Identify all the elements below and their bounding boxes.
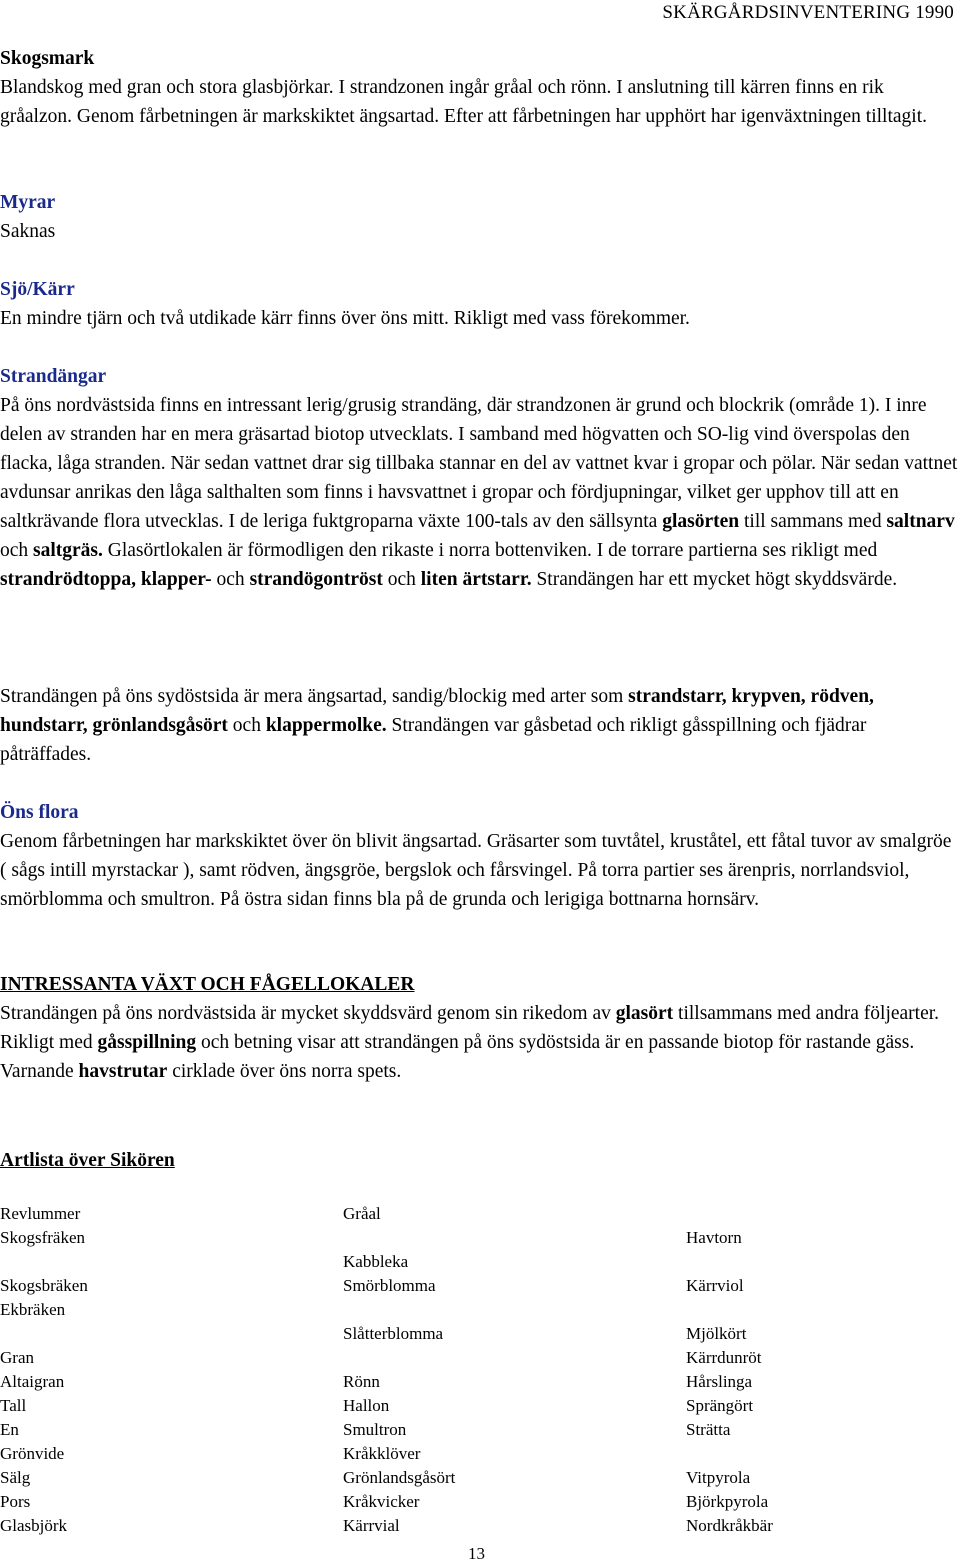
species-item bbox=[0, 1250, 300, 1274]
bold-term: gåsspillning bbox=[97, 1032, 197, 1053]
heading-skogsmark: Skogsmark bbox=[0, 48, 95, 69]
heading-intressanta: INTRESSANTA VÄXT OCH FÅGELLOKALER bbox=[0, 974, 415, 995]
heading-myrar: Myrar bbox=[0, 192, 56, 213]
species-item bbox=[686, 1442, 956, 1466]
text-run: På öns nordvästsida finns en intressant lerig/grusig strandäng, där strandzonen är grund och blockrik (område 1). I inre delen av stranden har en mera gräsartad biotop utvecklats. I samband med högvatten och SO-lig vind överspolas den flacka, låga stranden. När sedan vattnet drar sig tillbaka stannar en del av vattnet kvar i gropar och pölar. När sedan vattnet avdunsar anrikas den låga salthalten som finns i havsvattnet i gropar och fördjupningar, vilket ger upphov till att en saltkrävande flora utvecklas. I de leriga fuktgroparna växte 100-tals av den sällsynta bbox=[0, 395, 958, 532]
species-item: Kråkvicker bbox=[343, 1492, 420, 1511]
section-skogsmark bbox=[0, 44, 958, 131]
species-item: Strätta bbox=[686, 1420, 731, 1439]
text-run: Strandängen var gåsbetad och rikligt gåsspillning och fjädrar påträffades. bbox=[0, 715, 867, 765]
bold-term: saltgräs. bbox=[33, 540, 103, 561]
species-item: Gran bbox=[0, 1348, 34, 1367]
text-skogsmark: Blandskog med gran och stora glasbjörkar. I strandzonen ingår gråal och rönn. I anslutning till kärren finns en rik gråalzon. Genom fårbetningen är markskiktet ängsartad. Efter att fårbetningen har upphört har igenväxtningen tilltagit. bbox=[0, 77, 928, 127]
text-strandangar-p1 bbox=[0, 391, 958, 594]
species-item: Mjölkört bbox=[686, 1324, 747, 1343]
text-run: och bbox=[382, 569, 421, 590]
species-column-1 bbox=[0, 1202, 300, 1538]
species-item: Revlummer bbox=[0, 1204, 81, 1223]
section-ons-flora bbox=[0, 798, 958, 914]
species-item bbox=[343, 1346, 643, 1370]
species-item: Grönvide bbox=[0, 1444, 65, 1463]
species-item bbox=[686, 1202, 956, 1226]
bold-term: klappermolke. bbox=[265, 715, 387, 736]
heading-sjo-karr: Sjö/Kärr bbox=[0, 279, 75, 300]
text-strandangar-p2 bbox=[0, 682, 958, 769]
bold-term: strandögontröst bbox=[249, 569, 383, 590]
species-item: Sprängört bbox=[686, 1396, 754, 1415]
bold-term: strandrödtoppa, klapper- bbox=[0, 569, 212, 590]
text-run: och bbox=[211, 569, 250, 590]
species-item: Pors bbox=[0, 1492, 31, 1511]
text-run: och betning visar att strandängen på öns sydöstsida är en passande biotop för rastande gäss. Varnande bbox=[0, 1032, 915, 1082]
text-run: cirklade över öns norra spets. bbox=[167, 1061, 402, 1082]
text-run: Rikligt med bbox=[0, 1032, 98, 1053]
heading-ons-flora: Öns flora bbox=[0, 802, 79, 823]
text-ons-flora: Genom fårbetningen har markskiktet över ön blivit ängsartad. Gräsarter som tuvtåtel, kruståtel, ett fåtal tuvor av smalgröe ( sågs intill myrstackar ), samt rödven, ängsgröe, bergslok och fårsvingel. På torra partier ses ärenpris, norrlandsviol, smörblomma och smultron. På östra sidan finns bla på de grunda och lerigiga bottnarna hornsärv. bbox=[0, 831, 952, 910]
bold-term: havstrutar bbox=[78, 1061, 168, 1082]
species-item bbox=[343, 1298, 643, 1322]
species-column-2 bbox=[343, 1202, 643, 1538]
species-item: Altaigran bbox=[0, 1372, 65, 1391]
species-item bbox=[0, 1322, 300, 1346]
species-item: Nordkråkbär bbox=[686, 1516, 773, 1535]
species-item: Glasbjörk bbox=[0, 1516, 68, 1535]
text-run: Strandängen har ett mycket högt skyddsvärde. bbox=[531, 569, 898, 590]
species-item: Havtorn bbox=[686, 1228, 742, 1247]
species-item bbox=[686, 1298, 956, 1322]
species-item: Kärrdunröt bbox=[686, 1348, 762, 1367]
heading-strandangar: Strandängar bbox=[0, 366, 107, 387]
species-item: Ekbräken bbox=[0, 1300, 66, 1319]
section-artlista bbox=[0, 1146, 958, 1175]
species-item: Hårslinga bbox=[686, 1372, 753, 1391]
species-item: Smultron bbox=[343, 1420, 407, 1439]
text-myrar: Saknas bbox=[0, 221, 56, 242]
species-item: Kråkklöver bbox=[343, 1444, 421, 1463]
species-item: Vitpyrola bbox=[686, 1468, 751, 1487]
species-column-3 bbox=[686, 1202, 956, 1538]
species-item bbox=[343, 1226, 643, 1250]
species-item: Gråal bbox=[343, 1204, 381, 1223]
species-item: Grönlandsgåsört bbox=[343, 1468, 456, 1487]
species-item: Sälg bbox=[0, 1468, 31, 1487]
species-item: Hallon bbox=[343, 1396, 390, 1415]
species-item: Kärrviol bbox=[686, 1276, 744, 1295]
species-item: Rönn bbox=[343, 1372, 380, 1391]
text-run: och bbox=[0, 540, 34, 561]
species-item: En bbox=[0, 1420, 19, 1439]
bold-term: liten ärtstarr. bbox=[420, 569, 532, 590]
bold-term: saltnarv bbox=[886, 511, 955, 532]
section-strandangar-sydost bbox=[0, 682, 958, 769]
species-item: Tall bbox=[0, 1396, 27, 1415]
text-run: tillsammans med andra följearter. bbox=[673, 1003, 940, 1024]
species-item: Kärrvial bbox=[343, 1516, 400, 1535]
text-run: och bbox=[227, 715, 266, 736]
bold-term: glasört bbox=[615, 1003, 674, 1024]
text-run: Strandängen på öns sydöstsida är mera ängsartad, sandig/blockig med arter som bbox=[0, 686, 629, 707]
section-myrar bbox=[0, 188, 958, 246]
species-item: Björkpyrola bbox=[686, 1492, 769, 1511]
species-item: Skogsfräken bbox=[0, 1228, 85, 1247]
page-header: SKÄRGÅRDSINVENTERING 1990 bbox=[662, 2, 954, 23]
text-run: Glasörtlokalen är förmodligen den rikaste i norra bottenviken. I de torrare partierna ses rikligt med bbox=[102, 540, 878, 561]
page-number: 13 bbox=[468, 1544, 485, 1563]
species-item: Skogsbräken bbox=[0, 1276, 88, 1295]
bold-term: strandstarr, krypven, rödven, hundstarr, grönlandsgåsört bbox=[0, 686, 874, 736]
heading-artlista: Artlista över Sikören bbox=[0, 1150, 175, 1171]
species-item: Kabbleka bbox=[343, 1252, 409, 1271]
species-item: Smörblomma bbox=[343, 1276, 436, 1295]
species-item bbox=[686, 1250, 956, 1274]
section-strandangar bbox=[0, 362, 958, 594]
text-sjo-karr: En mindre tjärn och två utdikade kärr finns över öns mitt. Rikligt med vass förekommer. bbox=[0, 308, 690, 329]
bold-term: glasörten bbox=[662, 511, 740, 532]
species-item: Slåtterblomma bbox=[343, 1324, 444, 1343]
text-run: till sammans med bbox=[739, 511, 887, 532]
text-run: Strandängen på öns nordvästsida är mycket skyddsvärd genom sin rikedom av bbox=[0, 1003, 616, 1024]
text-intressanta bbox=[0, 999, 958, 1086]
section-intressanta bbox=[0, 970, 958, 1086]
section-sjo-karr bbox=[0, 275, 958, 333]
